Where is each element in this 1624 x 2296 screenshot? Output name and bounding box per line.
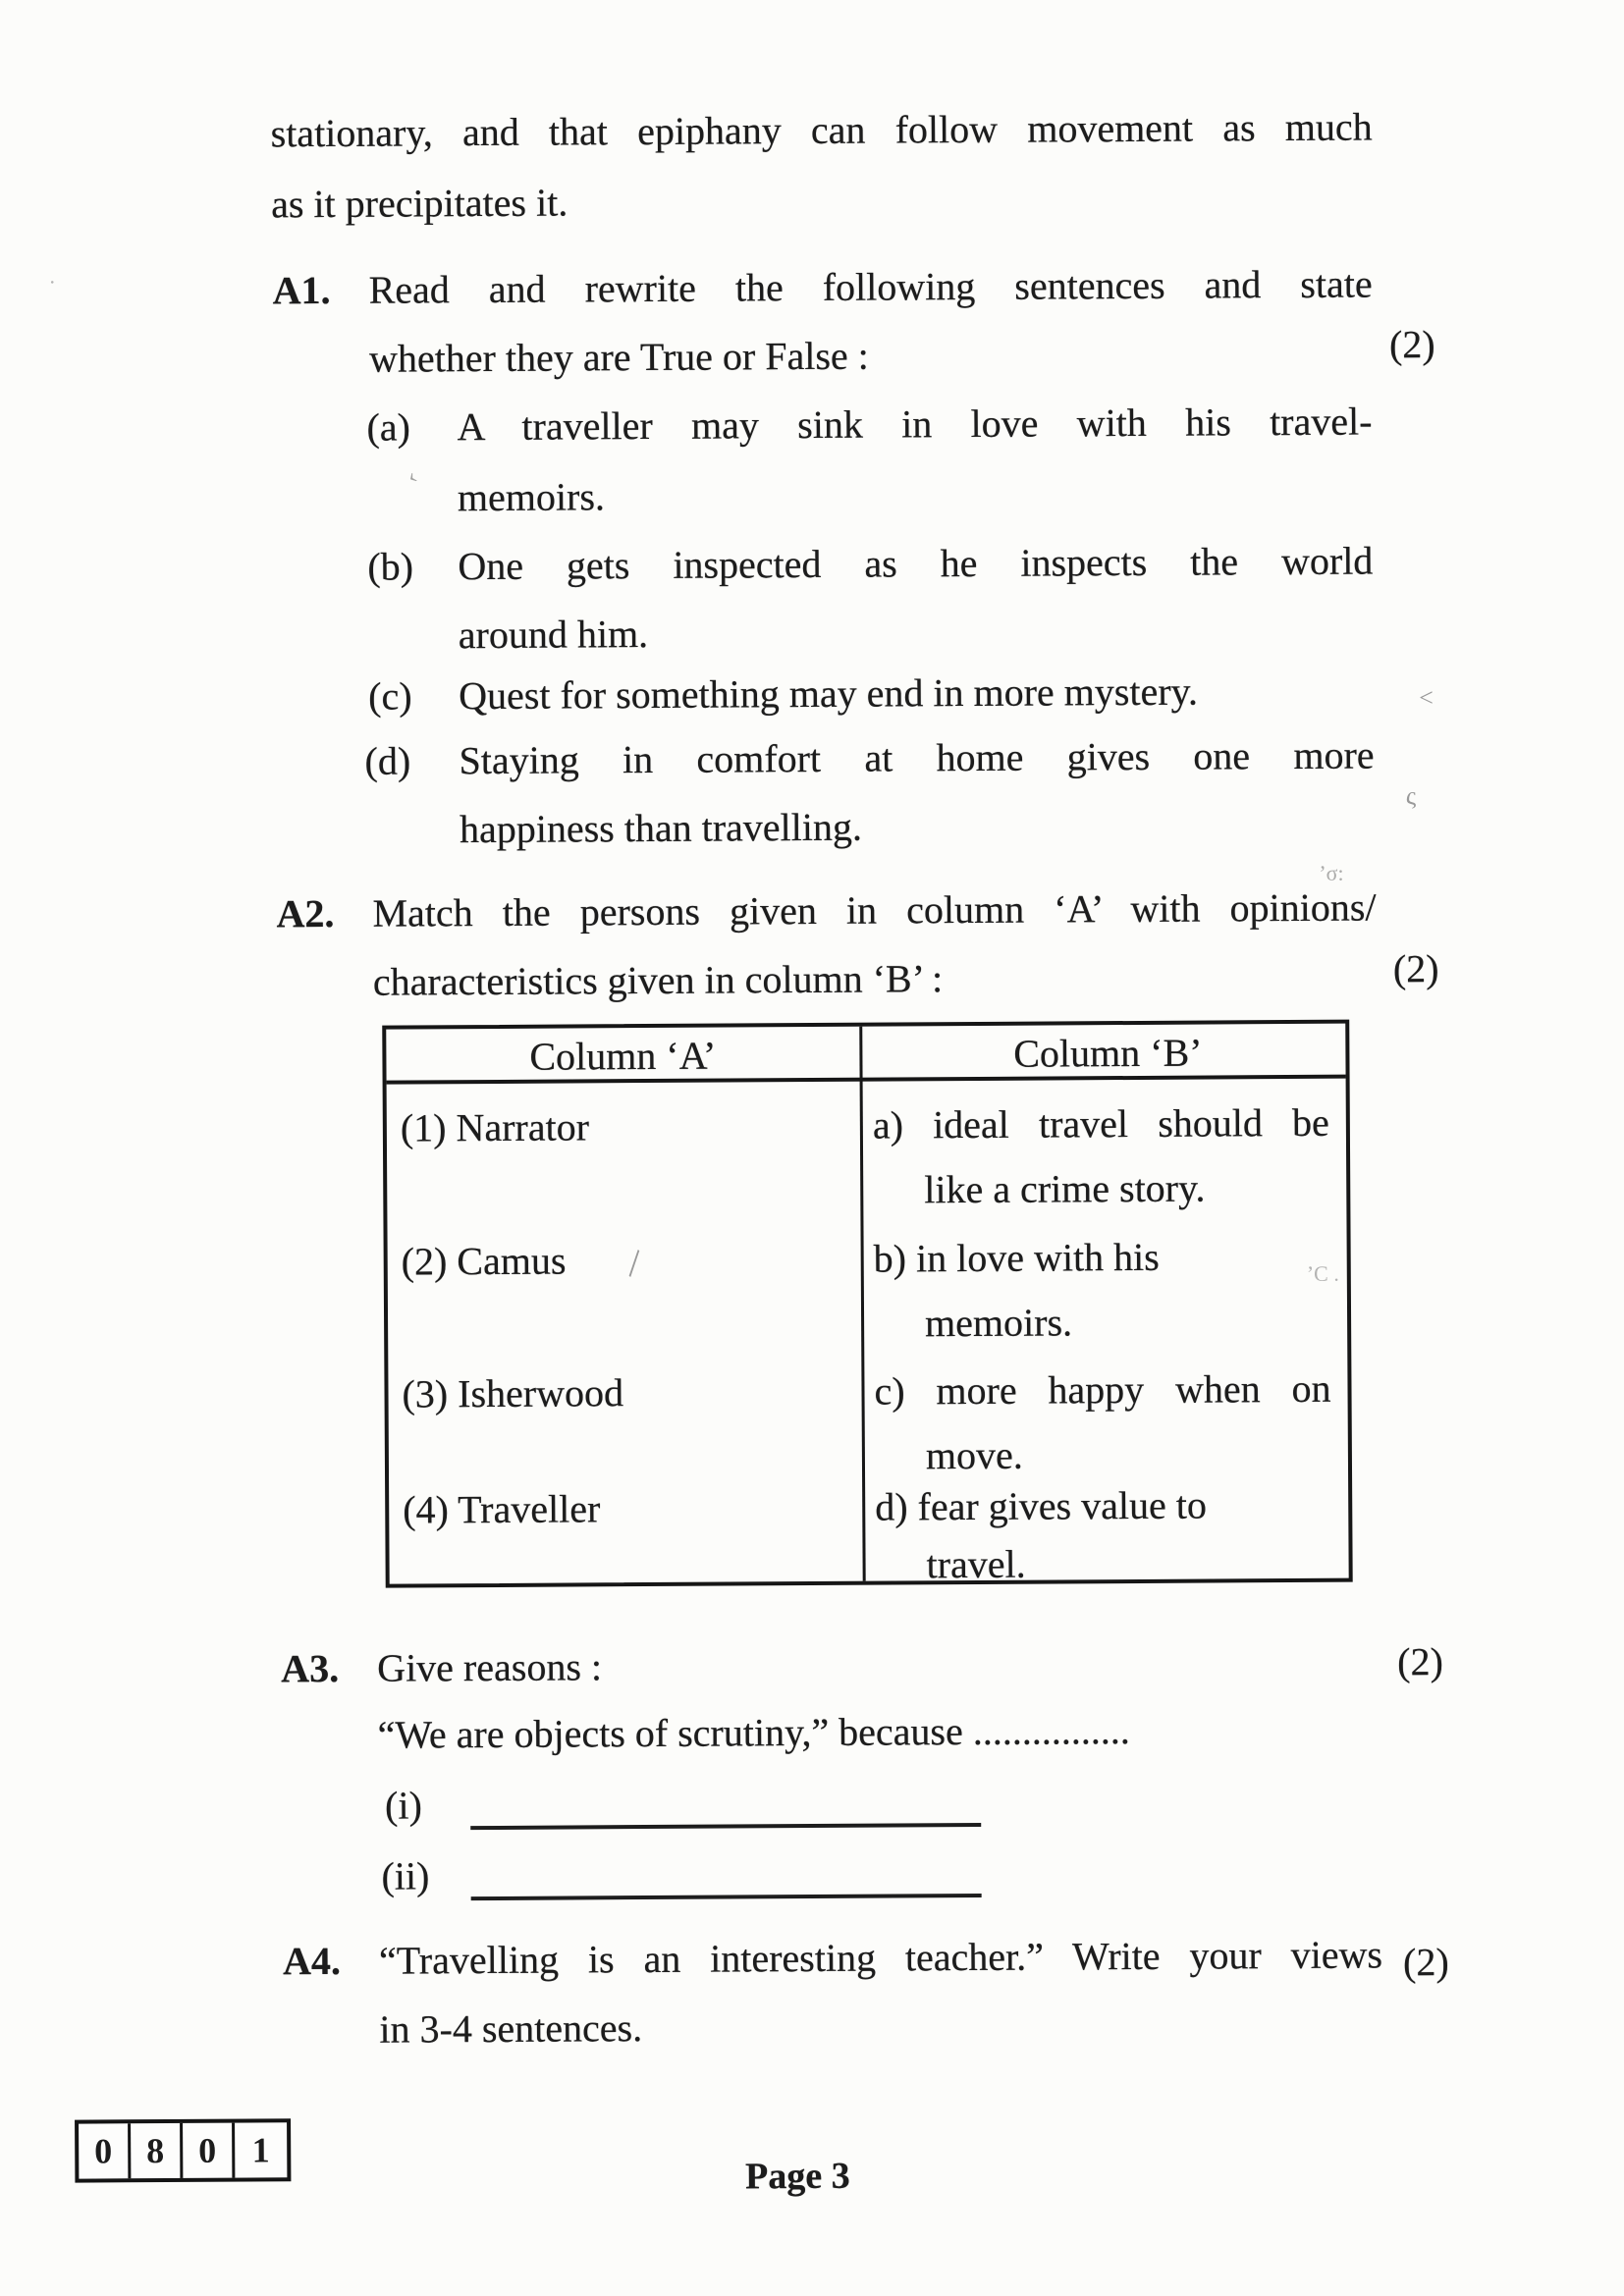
- question-a2-line-1: Match the persons given in column ‘A’ with opinions/: [372, 884, 1377, 935]
- scan-artifact: ·: [48, 269, 57, 294]
- code-digit-4: 1: [251, 2130, 270, 2170]
- a1-item-c-line-1: Quest for something may end in more mystery.: [459, 668, 1199, 719]
- a1-item-d-line-1: Staying in comfort at home gives one more: [459, 732, 1375, 783]
- question-paper-code-box: [75, 2118, 291, 2182]
- a3-sub-item-i-label: (i): [384, 1783, 422, 1828]
- question-a3-quote-line: “We are objects of scrutiny,” because ................: [377, 1708, 1130, 1757]
- column-a-item-1: (1) Narrator: [400, 1104, 590, 1150]
- a3-answer-blank-ii: [470, 1850, 981, 1900]
- scan-artifact: ς: [1405, 781, 1417, 811]
- scan-artifact: ’C .: [1306, 1260, 1339, 1286]
- intro-line-1: stationary, and that epiphany can follow movement as much: [270, 104, 1373, 156]
- question-a1-line-1: Read and rewrite the following sentences and state: [368, 261, 1373, 312]
- match-table-column-divider: [859, 1027, 865, 1581]
- question-a3-title: Give reasons :: [377, 1644, 603, 1690]
- code-digit-2: 8: [131, 2123, 183, 2178]
- column-a-header: Column ‘A’: [529, 1033, 717, 1079]
- question-a4-marks: (2): [1402, 1940, 1449, 1985]
- column-b-item-b-line-1: b) in love with his: [873, 1234, 1160, 1281]
- question-a2-marks: (2): [1392, 946, 1439, 991]
- a3-sub-item-ii-label: (ii): [381, 1853, 430, 1898]
- scan-artifact: \: [617, 1242, 653, 1284]
- a1-item-c-label: (c): [368, 673, 412, 719]
- a3-answer-blank-i: [470, 1780, 981, 1830]
- column-b-item-a-line-2: like a crime story.: [924, 1165, 1206, 1212]
- code-digit-3: 0: [183, 2123, 235, 2178]
- a1-item-b-label: (b): [367, 544, 414, 589]
- question-a1-line-2: whether they are True or False :: [368, 333, 869, 381]
- question-a3-number: A3.: [281, 1645, 340, 1691]
- a1-item-a-label: (a): [366, 404, 411, 450]
- intro-line-2: as it precipitates it.: [270, 180, 568, 227]
- question-a4-line-2: in 3-4 sentences.: [379, 2005, 643, 2052]
- match-columns-table: [382, 1020, 1352, 1588]
- question-a3-marks: (2): [1397, 1639, 1443, 1684]
- scan-artifact: <: [1419, 683, 1434, 713]
- question-a2-number: A2.: [276, 890, 335, 936]
- column-a-item-3: (3) Isherwood: [402, 1370, 624, 1416]
- a1-item-b-line-2: around him.: [458, 612, 649, 658]
- column-a-item-4: (4) Traveller: [403, 1486, 601, 1532]
- a1-item-b-line-1: One gets inspected as he inspects the world: [458, 538, 1374, 589]
- scan-artifact: ‹: [402, 463, 422, 490]
- column-b-item-c-line-1: c) more happy when on: [874, 1365, 1331, 1414]
- a1-item-a-line-1: A traveller may sink in love with his travel-: [457, 399, 1373, 450]
- a1-item-d-label: (d): [364, 738, 411, 783]
- column-b-item-d-line-2: travel.: [926, 1541, 1026, 1587]
- code-digit-1: 0: [79, 2123, 131, 2178]
- a1-item-d-line-2: happiness than travelling.: [459, 804, 863, 852]
- column-b-item-d-line-1: d) fear gives value to: [875, 1482, 1208, 1529]
- a1-item-a-line-2: memoirs.: [457, 474, 606, 520]
- page-number: Page 3: [744, 2155, 850, 2198]
- column-b-header: Column ‘B’: [1013, 1030, 1203, 1076]
- question-a4-line-1: “Travelling is an interesting teacher.” Write your views: [378, 1932, 1383, 1983]
- scan-artifact: ’σ:: [1319, 860, 1344, 885]
- column-b-item-a-line-1: a) ideal travel should be: [872, 1099, 1329, 1148]
- question-a4-number: A4.: [282, 1938, 342, 1984]
- question-a1-number: A1.: [272, 267, 331, 313]
- column-a-item-2: (2) Camus: [401, 1238, 567, 1284]
- question-a2-line-2: characteristics given in column ‘B’ :: [372, 956, 944, 1004]
- question-a1-marks: (2): [1388, 322, 1435, 367]
- column-b-item-c-line-2: move.: [925, 1432, 1023, 1478]
- column-b-item-b-line-2: memoirs.: [924, 1300, 1073, 1346]
